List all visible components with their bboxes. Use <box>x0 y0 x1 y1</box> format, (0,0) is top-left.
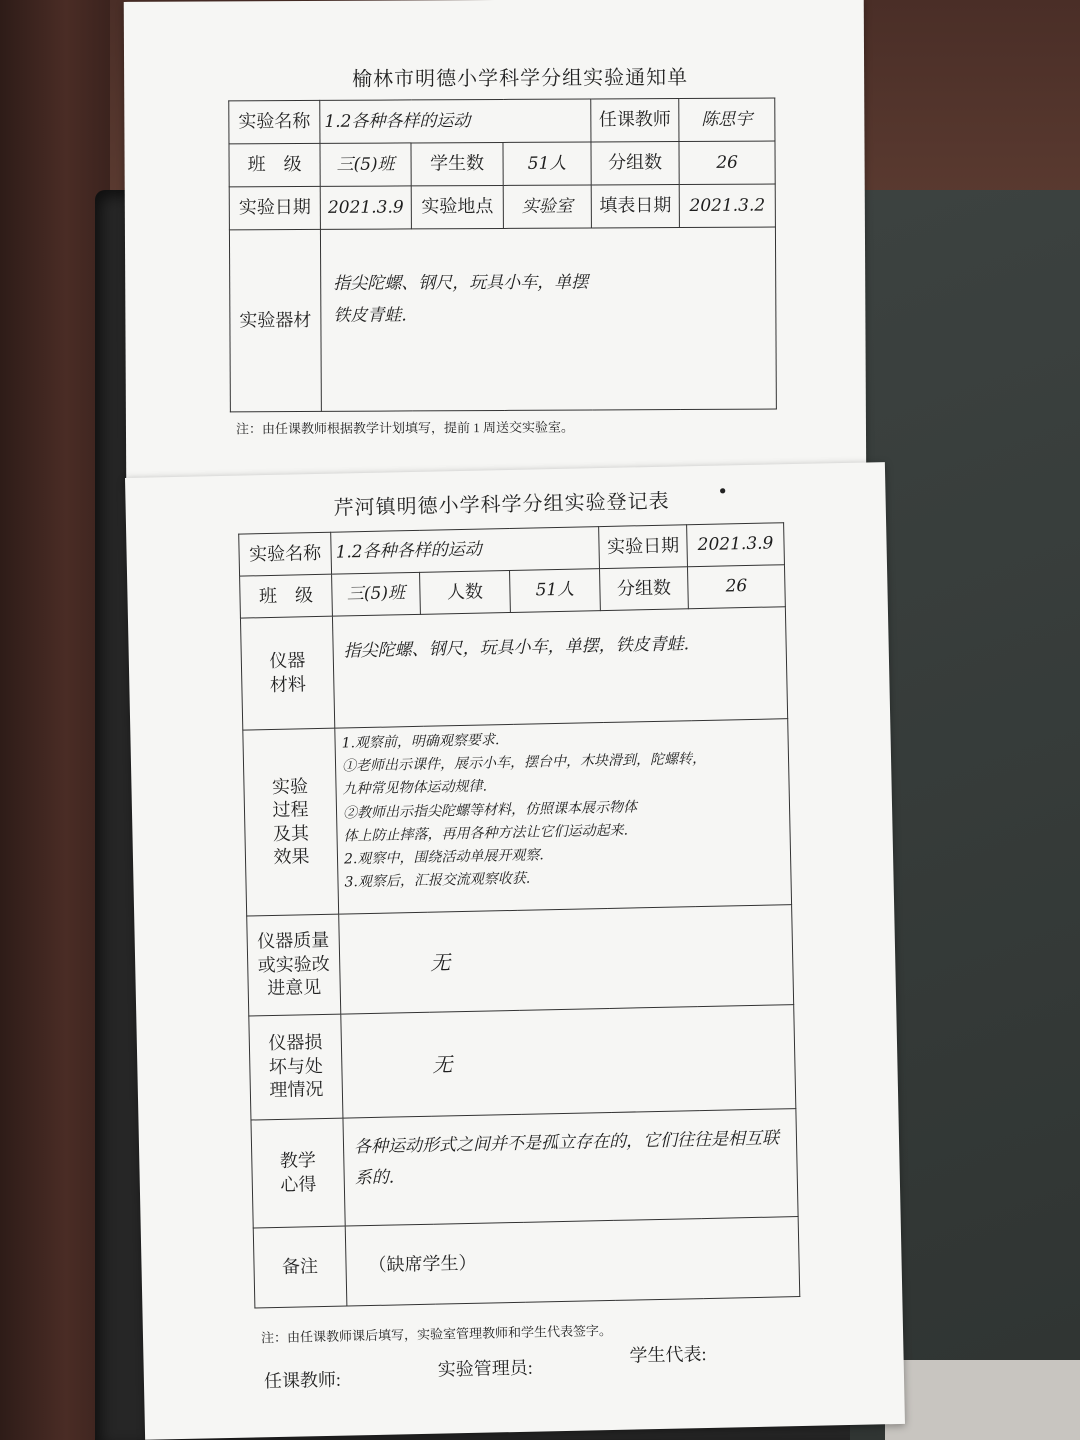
label-reg-class: 班 级 <box>240 574 333 618</box>
value-students: 51人 <box>503 142 591 185</box>
process-line: ②教师出示指尖陀螺等材料，仿照课本展示物体 <box>342 798 638 822</box>
register-sheet <box>125 462 905 1440</box>
signature-lab-manager: 实验管理员: <box>437 1357 533 1380</box>
signature-teacher: 任课教师: <box>263 1369 342 1392</box>
label-materials: 仪器材料 <box>240 616 334 730</box>
value-quality: 无 <box>339 905 794 1014</box>
label-reg-experiment-name: 实验名称 <box>239 532 332 576</box>
equipment-line-2: 铁皮青蛙. <box>333 305 407 327</box>
label-quality: 仪器质量或实验改进意见 <box>247 914 341 1016</box>
label-damage: 仪器损坏与处理情况 <box>249 1014 343 1120</box>
label-groups: 分组数 <box>591 142 679 185</box>
value-experiment-name: 1.2各种各样的运动 <box>320 99 591 143</box>
label-reg-people: 人数 <box>420 570 511 614</box>
label-teacher: 任课教师 <box>591 99 679 142</box>
value-groups: 26 <box>679 141 775 185</box>
value-process <box>335 719 792 914</box>
value-reg-class: 三(5)班 <box>332 572 421 616</box>
label-process: 实验过程及其效果 <box>243 728 339 916</box>
notice-sheet <box>124 0 867 487</box>
desk-edge <box>0 0 110 1440</box>
ink-dot: • <box>717 481 729 503</box>
label-equipment: 实验器材 <box>229 229 321 411</box>
label-students: 学生数 <box>411 142 503 185</box>
label-reg-date: 实验日期 <box>599 525 688 569</box>
register-table <box>238 522 800 1308</box>
label-date: 实验日期 <box>229 186 320 229</box>
process-line: 体上防止摔落，再用各种方法让它们运动起来. <box>343 822 629 845</box>
notice-title: 榆林市明德小学科学分组实验通知单 <box>352 66 689 91</box>
value-remarks: （缺席学生） <box>345 1217 800 1306</box>
notice-table <box>228 98 777 413</box>
process-line: ①老师出示课件，展示小车，摆台中，木块滑到，陀螺转， <box>341 751 707 775</box>
value-reg-groups: 26 <box>688 565 786 609</box>
process-line: 3.观察后，汇报交流观察收获. <box>344 870 531 891</box>
surface-strip <box>885 1360 1080 1440</box>
value-class: 三(5)班 <box>320 143 411 186</box>
equipment-line-1: 指尖陀螺、钢尺，玩具小车，单摆 <box>333 272 589 294</box>
value-reg-people: 51人 <box>510 569 601 613</box>
value-location: 实验室 <box>503 185 591 228</box>
value-reflection: 各种运动形式之间并不是孤立存在的，它们往往是相互联系的. <box>343 1109 798 1226</box>
value-teacher: 陈思宇 <box>679 98 775 142</box>
process-line: 九种常见物体运动规律. <box>342 778 488 798</box>
value-equipment <box>320 227 776 411</box>
register-note: 注：由任课教师课后填写，实验室管理教师和学生代表签字。 <box>260 1322 613 1346</box>
register-title: 芹河镇明德小学科学分组实验登记表 <box>333 490 670 520</box>
label-experiment-name: 实验名称 <box>229 100 320 143</box>
value-date: 2021.3.9 <box>320 186 411 229</box>
label-reflection: 教学心得 <box>251 1118 345 1228</box>
label-remarks: 备注 <box>253 1226 347 1308</box>
value-damage: 无 <box>341 1005 796 1118</box>
label-reg-groups: 分组数 <box>600 567 689 611</box>
value-materials: 指尖陀螺、钢尺，玩具小车，单摆，铁皮青蛙. <box>332 607 787 728</box>
value-reg-experiment-name: 1.2各种各样的运动 <box>331 527 600 575</box>
signature-student-rep: 学生代表: <box>629 1344 707 1366</box>
value-reg-date: 2021.3.9 <box>687 523 785 567</box>
value-fill-date: 2021.3.2 <box>679 184 775 228</box>
label-fill-date: 填表日期 <box>591 185 679 228</box>
process-line: 1.观察前，明确观察要求. <box>341 732 500 752</box>
notice-note: 注：由任课教师根据教学计划填写，提前 1 周送交实验室。 <box>235 419 575 437</box>
label-location: 实验地点 <box>411 185 503 228</box>
process-line: 2.观察中，围绕活动单展开观察. <box>343 847 544 868</box>
label-class: 班 级 <box>229 143 320 186</box>
